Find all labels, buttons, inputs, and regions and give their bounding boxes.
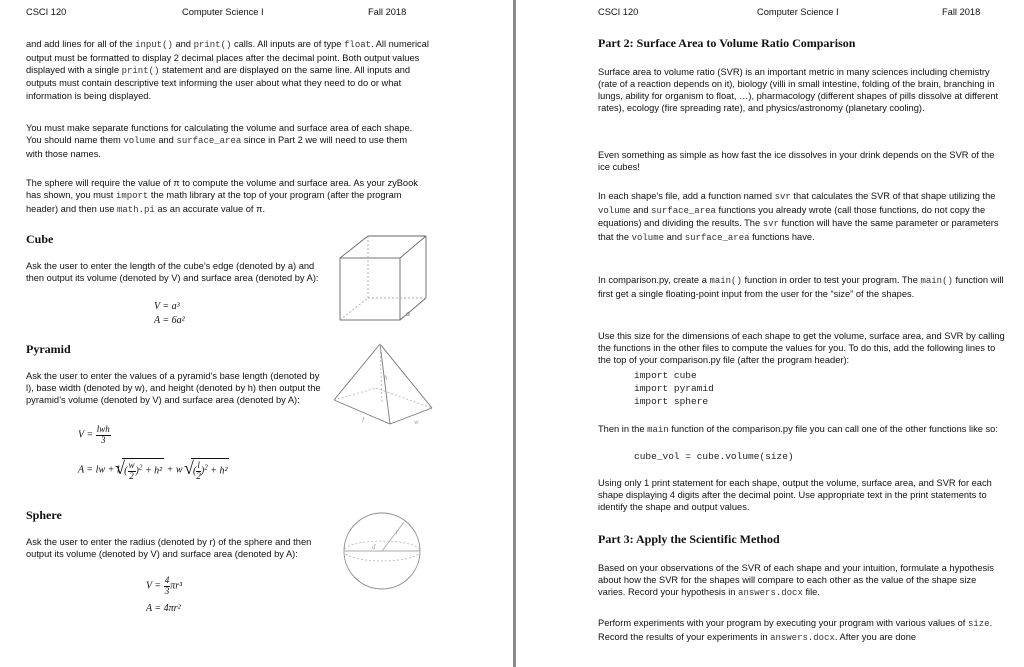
pyramid-heading: Pyramid [26,342,71,356]
pyramid-figure [328,338,438,430]
use-size-paragraph: Use this size for the dimensions of each shape to get the volume, surface area, and SVR by calling the functions in the other files to compute the values for you. To do this, add the following lines to the top of your comparison.py file (after the program header): [598,331,1005,366]
sphere-area-eq: A = 4πr² [146,603,181,614]
header-term-right: Fall 2018 [942,7,981,17]
header-title-right: Computer Science I [757,7,839,17]
sphere-heading: Sphere [26,508,62,522]
pyramid-width-label: w [414,418,419,426]
sphere-text: Ask the user to enter the radius (denoted by r) of the sphere and then output its volume (denoted by V) and surface area (denoted by A): [26,537,312,560]
cube-area-eq: A = 6a² [154,315,185,326]
import-cube-line: import cube [634,370,697,381]
import-pyramid-line: import pyramid [634,383,714,394]
sqrt-term-1: √ ( $\frac{w}{2}$ )$^2$ + h² [115,458,163,481]
sphere-figure [336,510,428,592]
ice-paragraph: Even something as simple as how fast the ice dissolves in your drink depends on the SVR of the ice cubes! [598,150,995,173]
svr-function-paragraph: In each shape’s file, add a function named svr that calculates the SVR of that shape utilizing the volume and surface_area functions you already wrote (call those functions, do not copy the equations) and dividing the results. The svr function will have the same parameter or parameters that the volume and surface_area functions have. [598,191,999,244]
functions-paragraph: You must make separate functions for calculating the volume and surface area of each shape. You should name them volume and surface_area since in Part 2 we will need to use them with those names. [26,123,413,159]
sphere-diameter-label: d [372,543,376,551]
header-course-right: CSCI 120 [598,7,639,17]
header-course: CSCI 120 [26,7,67,17]
comparison-paragraph: In comparison.py, create a main() function in order to test your program. The main() function will first get a single floating-point input from the user for the “size” of the shapes. [598,275,1004,299]
cube-edge-label: a [406,309,410,318]
print-statement-paragraph: Using only 1 print statement for each shape, output the volume, surface area, and SVR for each shape displaying 4 digits after the decimal point. Use appropriate text in the print statements to identify the shape and output values. [598,478,992,513]
import-sphere-line: import sphere [634,396,709,407]
then-paragraph: Then in the main function of the comparison.py file you can call one of the other functions like so: [598,424,998,435]
pyramid-area-eq: A = lw + l √ ( $\frac{w}{2}$ )$^2$ + h² + w √ ( $\frac{l}{2}$ )$^2$ + h² [78,458,228,481]
sphere-volume-eq: V = $\frac{4}{3}$ πr³ [146,575,183,596]
cube-volume-eq: V = a³ [154,301,180,312]
svr-intro-paragraph: Surface area to volume ratio (SVR) is an important metric in many sciences including chemistry (rate of a reaction depends on it), biology (villi in small intestine, folding of the brain, branching in lungs, ability for organism to float, …), pharmacology (different shapes of pills dissolve at different rates), ecology (fire spreading rate), and physics/astronomy (planetary cooling). [598,67,999,114]
pyramid-height-label: h [384,374,388,382]
right-page [516,0,1024,667]
part3-heading: Part 3: Apply the Scientific Method [598,532,780,546]
cube-figure [330,228,430,328]
pyramid-volume-eq: V = $\frac{\text{lwh}}{3}$ [78,424,110,445]
cube-heading: Cube [26,232,54,246]
call-example-line: cube_vol = cube.volume(size) [634,451,794,462]
hypothesis-paragraph: Based on your observations of the SVR of each shape and your intuition, formulate a hypothesis about how the SVR for the shapes will compare to each other as the value of the shape size varies. Record your hypothesis in answers.docx file. [598,563,994,599]
pi-paragraph: The sphere will require the value of π to compute the volume and surface area. As your zyBook has shown, you must import the math library at the top of your program (after the program header) and then use math.pi as an accurate value of π. [26,178,418,215]
header-term: Fall 2018 [368,7,407,17]
sqrt-term-2: √ ( $\frac{l}{2}$ )$^2$ + h² [184,458,228,481]
pyramid-length-label: l [362,416,364,424]
intro-paragraph: and add lines for all of the input() and print() calls. All inputs are of type float. All numerical output must be formatted to display 2 decimal places after the decimal point. Both output values displayed with a single print() statement and are displayed on the same line. All inputs and outputs must contain descriptive text informing the user about what they need to do or what information is being displayed. [26,39,429,101]
cube-text: Ask the user to enter the length of the cube’s edge (denoted by a) and then output its volume (denoted by V) and surface area (denoted by A): [26,261,319,284]
pyramid-text: Ask the user to enter the values of a pyramid’s base length (denoted by l), base width (denoted by w), and height (denoted by h) then output the pyramid’s volume (denoted by V) and surface area (denoted by A): [26,371,321,406]
experiments-paragraph: Perform experiments with your program by executing your program with various values of size. Record the results of your experiments in answers.docx. After you are done [598,618,993,643]
sphere-radius-label: r [396,528,399,536]
header-title: Computer Science I [182,7,264,17]
part2-heading: Part 2: Surface Area to Volume Ratio Comparison [598,36,856,50]
